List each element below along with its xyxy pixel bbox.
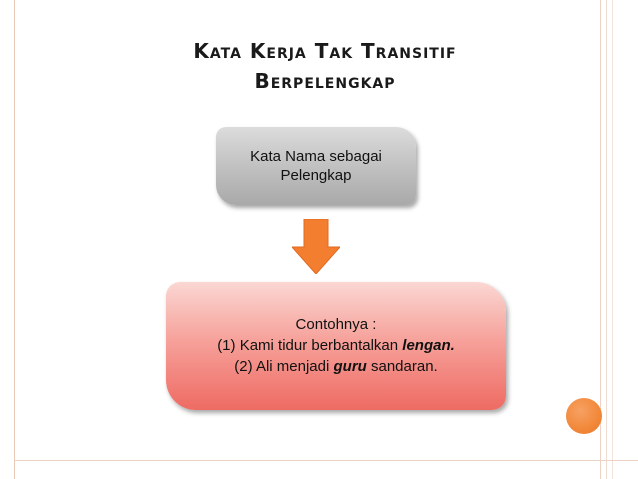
example-2-text: (2) Ali menjadi [234, 358, 334, 375]
right-border-line [606, 0, 607, 479]
accent-dot [566, 398, 602, 434]
example-1 [166, 335, 506, 356]
right-border-line [612, 0, 613, 479]
example-2-text-end: sandaran. [366, 358, 438, 375]
examples-box [166, 282, 506, 410]
title-line-2: Berpelengkap [254, 69, 396, 93]
complement-type-box [216, 127, 416, 205]
example-2 [166, 356, 506, 377]
left-border-line [14, 0, 15, 479]
examples-heading: Contohnya : [295, 316, 377, 333]
example-1-text: (1) Kami tidur berbantalkan [217, 337, 403, 354]
down-arrow-icon [292, 219, 340, 274]
slide-title [120, 36, 530, 96]
bottom-border-line [14, 460, 638, 461]
complement-type-line-2: Pelengkap [280, 167, 352, 184]
example-2-emphasis: guru [333, 358, 367, 375]
example-1-emphasis: lengan. [402, 337, 455, 354]
complement-type-line-1: Kata Nama sebagai [250, 148, 382, 165]
title-line-1: Kata Kerja Tak Transitif [193, 39, 457, 63]
